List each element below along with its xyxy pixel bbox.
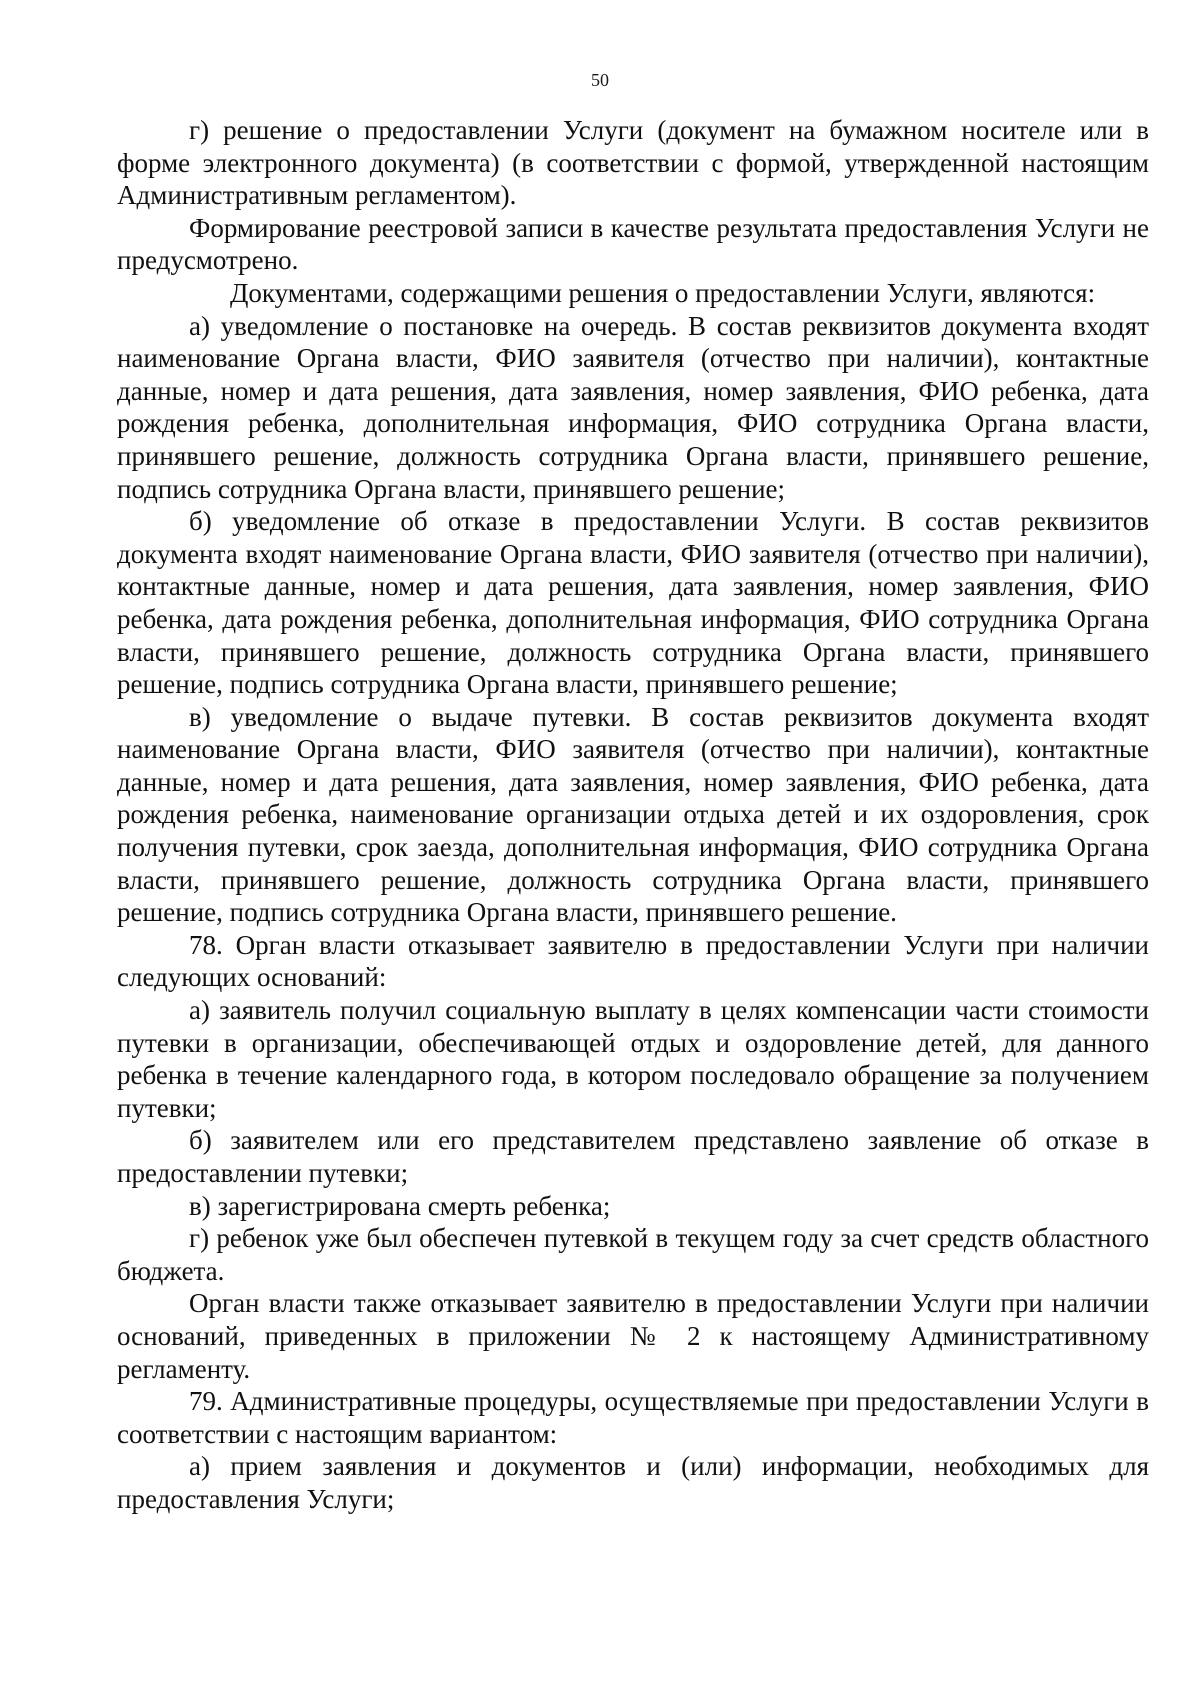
document-body: [117, 114, 1149, 1516]
paragraph-notice-voucher: в) уведомление о выдаче путевки. В состав реквизитов документа входят наименование Органа власти, ФИО заявителя (отчество при наличии), контактные данные, номер и дата решения, дата заявления, номер заявления, ФИО ребенка, дата рождения ребенка, наименование организации отдыха детей и их оздоровления, срок получения путевки, срок заезда, дополнительная информация, ФИО сотрудника Органа власти, принявшего решение, должность сотрудника Органа власти, принявшего решение, подпись сотрудника Органа власти, принявшего решение.: [117, 701, 1149, 928]
paragraph-ground-a: а) заявитель получил социальную выплату в целях компенсации части стоимости путевки в организации, обеспечивающей отдых и оздоровление детей, для данного ребенка в течение календарного года, в котором последовало обращение за получением путевки;: [117, 995, 1149, 1123]
paragraph-item-79: 79. Административные процедуры, осуществляемые при предоставлении Услуги в соответствии с настоящим вариантом:: [117, 1386, 1149, 1449]
paragraph-registry-record: Формирование реестровой записи в качестве результата предоставления Услуги не предусмотрено.: [117, 212, 1149, 276]
page-number: 50: [591, 70, 609, 90]
paragraph-notice-refusal: б) уведомление об отказе в предоставлении Услуги. В состав реквизитов документа входят наименование Органа власти, ФИО заявителя (отчество при наличии), контактные данные, номер и дата решения, дата заявления, номер заявления, ФИО ребенка, дата рождения ребенка, дополнительная информация, ФИО сотрудника Органа власти, принявшего решение, должность сотрудника Органа власти, принявшего решение, подпись сотрудника Органа власти, принявшего решение;: [117, 506, 1149, 700]
paragraph-ground-d: г) ребенок уже был обеспечен путевкой в текущем году за счет средств областного бюджета.: [117, 1223, 1149, 1286]
paragraph-additional-refusal: Орган власти также отказывает заявителю в предоставлении Услуги при наличии оснований, приведенных в приложении № 2 к настоящему Административному регламенту.: [117, 1288, 1149, 1384]
paragraph-item-78: 78. Орган власти отказывает заявителю в предоставлении Услуги при наличии следующих оснований:: [117, 929, 1149, 993]
paragraph-ground-b: б) заявителем или его представителем представлено заявление об отказе в предоставлении путевки;: [117, 1125, 1149, 1188]
paragraph-ground-c: в) зарегистрирована смерть ребенка;: [189, 1190, 611, 1221]
paragraph-decision-documents: Документами, содержащими решения о предоставлении Услуги, являются:: [230, 277, 1096, 308]
paragraph-procedure-a: а) прием заявления и документов и (или) информации, необходимых для предоставления Услуги;: [117, 1451, 1149, 1514]
paragraph-result-decision: г) решение о предоставлении Услуги (документ на бумажном носителе или в форме электронного документа) (в соответствии с формой, утвержденной настоящим Административным регламентом).: [117, 115, 1149, 211]
paragraph-notice-queue: а) уведомление о постановке на очередь. В состав реквизитов документа входят наименование Органа власти, ФИО заявителя (отчество при наличии), контактные данные, номер и дата решения, дата заявления, номер заявления, ФИО ребенка, дата рождения ребенка, дополнительная информация, ФИО сотрудника Органа власти, принявшего решение, должность сотрудника Органа власти, принявшего решение, подпись сотрудника Органа власти, принявшего решение;: [117, 310, 1149, 504]
